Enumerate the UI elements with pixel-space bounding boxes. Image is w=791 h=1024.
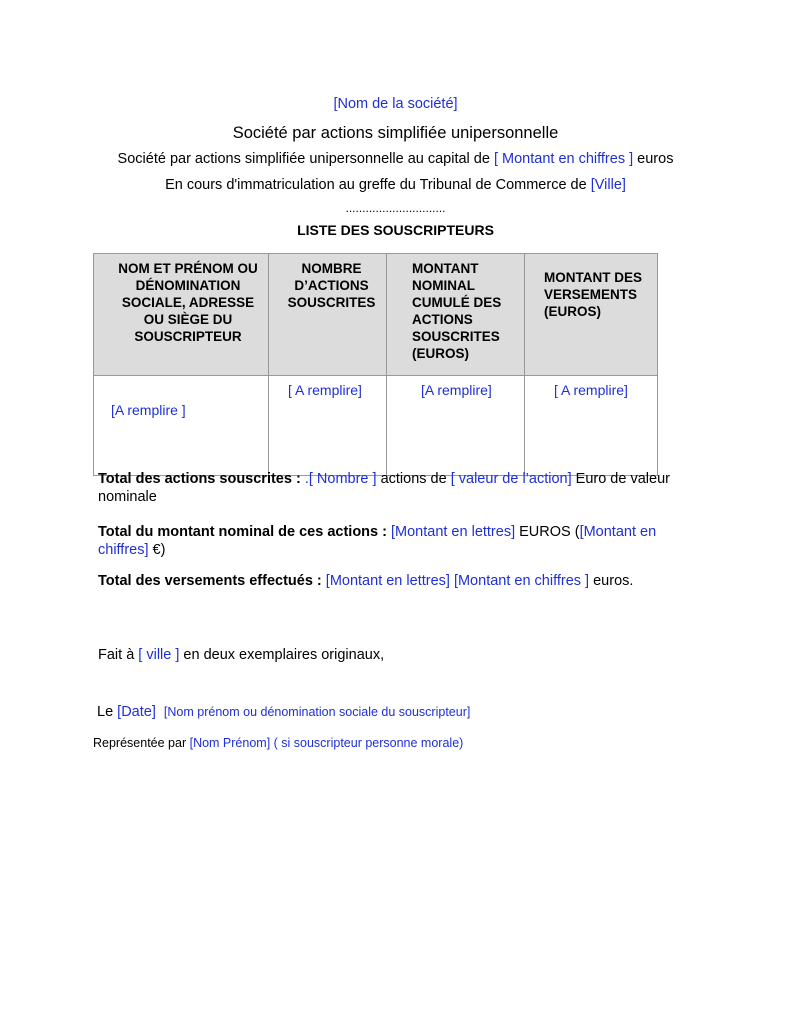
total-actions-mid: actions de <box>376 471 451 487</box>
company-type: Société par actions simplifiée unipersonnelle <box>232 124 559 142</box>
header-label: MONTANT NOMINAL CUMULÉ DES ACTIONS SOUSCRITES (EUROS) <box>412 261 502 361</box>
total-nominal-letters: [Montant en lettres] <box>390 524 516 540</box>
table-header-row <box>94 254 658 376</box>
fait-suffix: en deux exemplaires originaux, <box>179 647 385 663</box>
dots-separator: .............................. <box>345 201 446 215</box>
total-actions-value: [ valeur de l’action] <box>450 471 572 487</box>
cell-placeholder: [ A remplire] <box>288 382 362 398</box>
representee-line <box>93 736 463 750</box>
header-nominal-amount <box>387 254 525 376</box>
total-actions-label: Total des actions souscrites : <box>98 471 305 487</box>
registration-prefix: En cours d'immatriculation au greffe du Tribunal de Commerce de <box>165 177 591 193</box>
total-actions-suffix-2: nominale <box>98 489 157 505</box>
capital-line <box>0 151 791 167</box>
total-actions-number: [ Nombre ] <box>308 471 377 487</box>
header-label: NOM ET PRÉNOM OU DÉNOMINATION SOCIALE, ADRESSE OU SIÈGE DU SOUSCRIPTEUR <box>118 261 258 344</box>
header-label: MONTANT DES VERSEMENTS (EUROS) <box>544 270 642 319</box>
le-prefix: Le <box>97 704 118 720</box>
header-subscriber <box>94 254 269 376</box>
fait-a-line <box>98 646 678 664</box>
table-cell <box>94 376 269 476</box>
capital-placeholder: [ Montant en chiffres ] <box>493 151 634 167</box>
le-name: [Nom prénom ou dénomination sociale du souscripteur] <box>163 705 471 719</box>
registration-placeholder: [Ville] <box>590 177 626 193</box>
company-name: [Nom de la société] <box>333 96 458 112</box>
subscribers-table <box>93 253 658 476</box>
rep-prefix: Représentée par <box>93 736 190 750</box>
capital-prefix: Société par actions simplifiée unipersonnelle au capital de <box>117 151 494 167</box>
capital-suffix: euros <box>633 151 674 167</box>
total-actions <box>98 470 678 506</box>
total-nominal-figures: [Montant en <box>579 524 657 540</box>
total-nominal <box>98 523 678 559</box>
total-versements <box>98 572 678 590</box>
rep-name: [Nom Prénom] ( si souscripteur personne morale) <box>189 736 464 750</box>
total-actions-suffix: Euro de valeur <box>571 471 670 487</box>
table-row <box>94 376 658 476</box>
total-nominal-suffix: €) <box>148 542 166 558</box>
total-actions-dot: . <box>304 471 309 487</box>
table-cell <box>269 376 387 476</box>
cell-placeholder: [A remplire] <box>421 382 492 398</box>
cell-placeholder: [ A remplire] <box>554 382 628 398</box>
registration-line <box>0 177 791 193</box>
header-label: NOMBRE D’ACTIONS SOUSCRITES <box>287 261 376 310</box>
list-title: LISTE DES SOUSCRIPTEURS <box>297 222 494 238</box>
table-cell <box>387 376 525 476</box>
header-share-count <box>269 254 387 376</box>
total-nominal-mid: EUROS ( <box>515 524 580 540</box>
cell-placeholder: [A remplire ] <box>111 402 186 418</box>
table-cell <box>525 376 658 476</box>
total-nominal-figures-2: chiffres] <box>98 542 149 558</box>
le-date: [Date] <box>117 704 156 720</box>
fait-prefix: Fait à <box>98 647 139 663</box>
total-versements-figures: [Montant en chiffres ] <box>453 573 590 589</box>
total-nominal-label: Total du montant nominal de ces actions : <box>98 524 391 540</box>
fait-city: [ ville ] <box>138 647 180 663</box>
total-versements-suffix: euros. <box>589 573 634 589</box>
header-payments <box>525 254 658 376</box>
total-versements-label: Total des versements effectués : <box>98 573 326 589</box>
date-line <box>97 704 470 720</box>
total-versements-letters: [Montant en lettres] <box>325 573 450 589</box>
